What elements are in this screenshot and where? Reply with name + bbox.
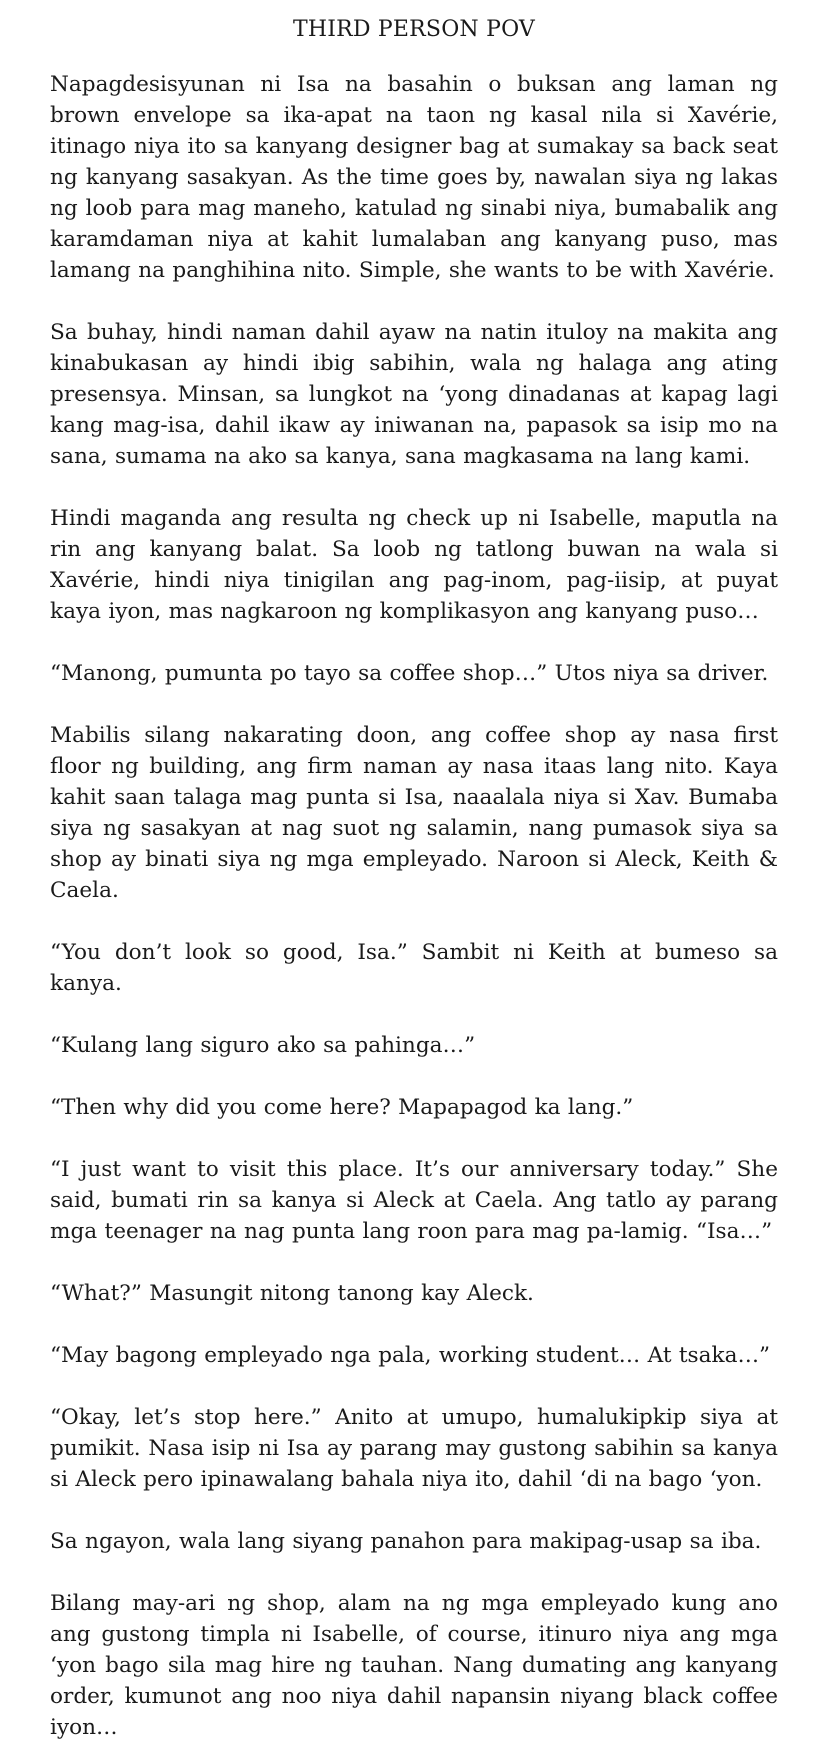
paragraph: “Okay, let’s stop here.” Anito at umupo, humalukipkip siya at pumikit. Nasa isip ni Isa ay parang may gustong sabihin sa kanya si Aleck pero ipinawalang bahala niya ito, dahil ‘di na bago ‘yon.	[50, 1405, 778, 1492]
paragraph: Mabilis silang nakarating doon, ang coffee shop ay nasa first floor ng building, ang firm naman ay nasa itaas lang nito. Kaya kahit saan talaga mag punta si Isa, naaalala niya si Xav. Bumaba siya ng sasakyan at nag suot ng salamin, nang pumasok siya sa shop ay binati siya ng mga empleyado. Naroon si Aleck, Keith & Caela.	[50, 723, 778, 903]
paragraph: Napagdesisyunan ni Isa na basahin o buksan ang laman ng brown envelope sa ika-apat na taon ng kasal nila si Xavérie, itinago niya ito sa kanyang designer bag at sumakay sa back seat ng kanyang sasakyan. As the time goes by, nawalan siya ng lakas ng loob para mag maneho, katulad ng sinabi niya, bumabalik ang karamdaman niya at kahit lumalaban ang kanyang puso, mas lamang na panghihina nito. Simple, she wants to be with Xavérie.	[50, 72, 778, 283]
paragraph: Sa ngayon, wala lang siyang panahon para makipag-usap sa iba.	[50, 1529, 762, 1554]
paragraph: “You don’t look so good, Isa.” Sambit ni Keith at bumeso sa kanya.	[50, 940, 778, 996]
paragraph: “May bagong empleyado nga pala, working student… At tsaka…”	[50, 1343, 771, 1368]
paragraph: Hindi maganda ang resulta ng check up ni Isabelle, maputla na rin ang kanyang balat. Sa loob ng tatlong buwan na wala si Xavérie, hindi niya tinigilan ang pag-inom, pag-iisip, at puyat kaya iyon, mas nagkaroon ng komplikasyon ang kanyang puso…	[50, 506, 778, 624]
chapter-heading: THIRD PERSON POV	[292, 17, 536, 42]
paragraph: “What?” Masungit nitong tanong kay Aleck.	[50, 1281, 534, 1306]
paragraph: “I just want to visit this place. It’s our anniversary today.” She said, bumati rin sa kanya si Aleck at Caela. Ang tatlo ay parang mga teenager na nag punta lang roon para mag pa-lamig. “Isa…”	[50, 1157, 778, 1244]
paragraph: “Manong, pumunta po tayo sa coffee shop…” Utos niya sa driver.	[50, 661, 769, 686]
paragraph: Sa buhay, hindi naman dahil ayaw na natin ituloy na makita ang kinabukasan ay hindi ibig sabihin, wala ng halaga ang ating presensya. Minsan, sa lungkot na ‘yong dinadanas at kapag lagi kang mag-isa, dahil ikaw ay iniwanan na, papasok sa isip mo na sana, sumama na ako sa kanya, sana magkasama na lang kami.	[50, 320, 778, 469]
paragraph: “Then why did you come here? Mapapagod ka lang.”	[50, 1095, 634, 1120]
paragraph: Bilang may-ari ng shop, alam na ng mga empleyado kung ano ang gustong timpla ni Isabelle, of course, itinuro niya ang mga ‘yon bago sila mag hire ng tauhan. Nang dumating ang kanyang order, kumunot ang noo niya dahil napansin niyang black coffee iyon…	[50, 1591, 778, 1740]
paragraph: “Kulang lang siguro ako sa pahinga…”	[50, 1033, 476, 1058]
